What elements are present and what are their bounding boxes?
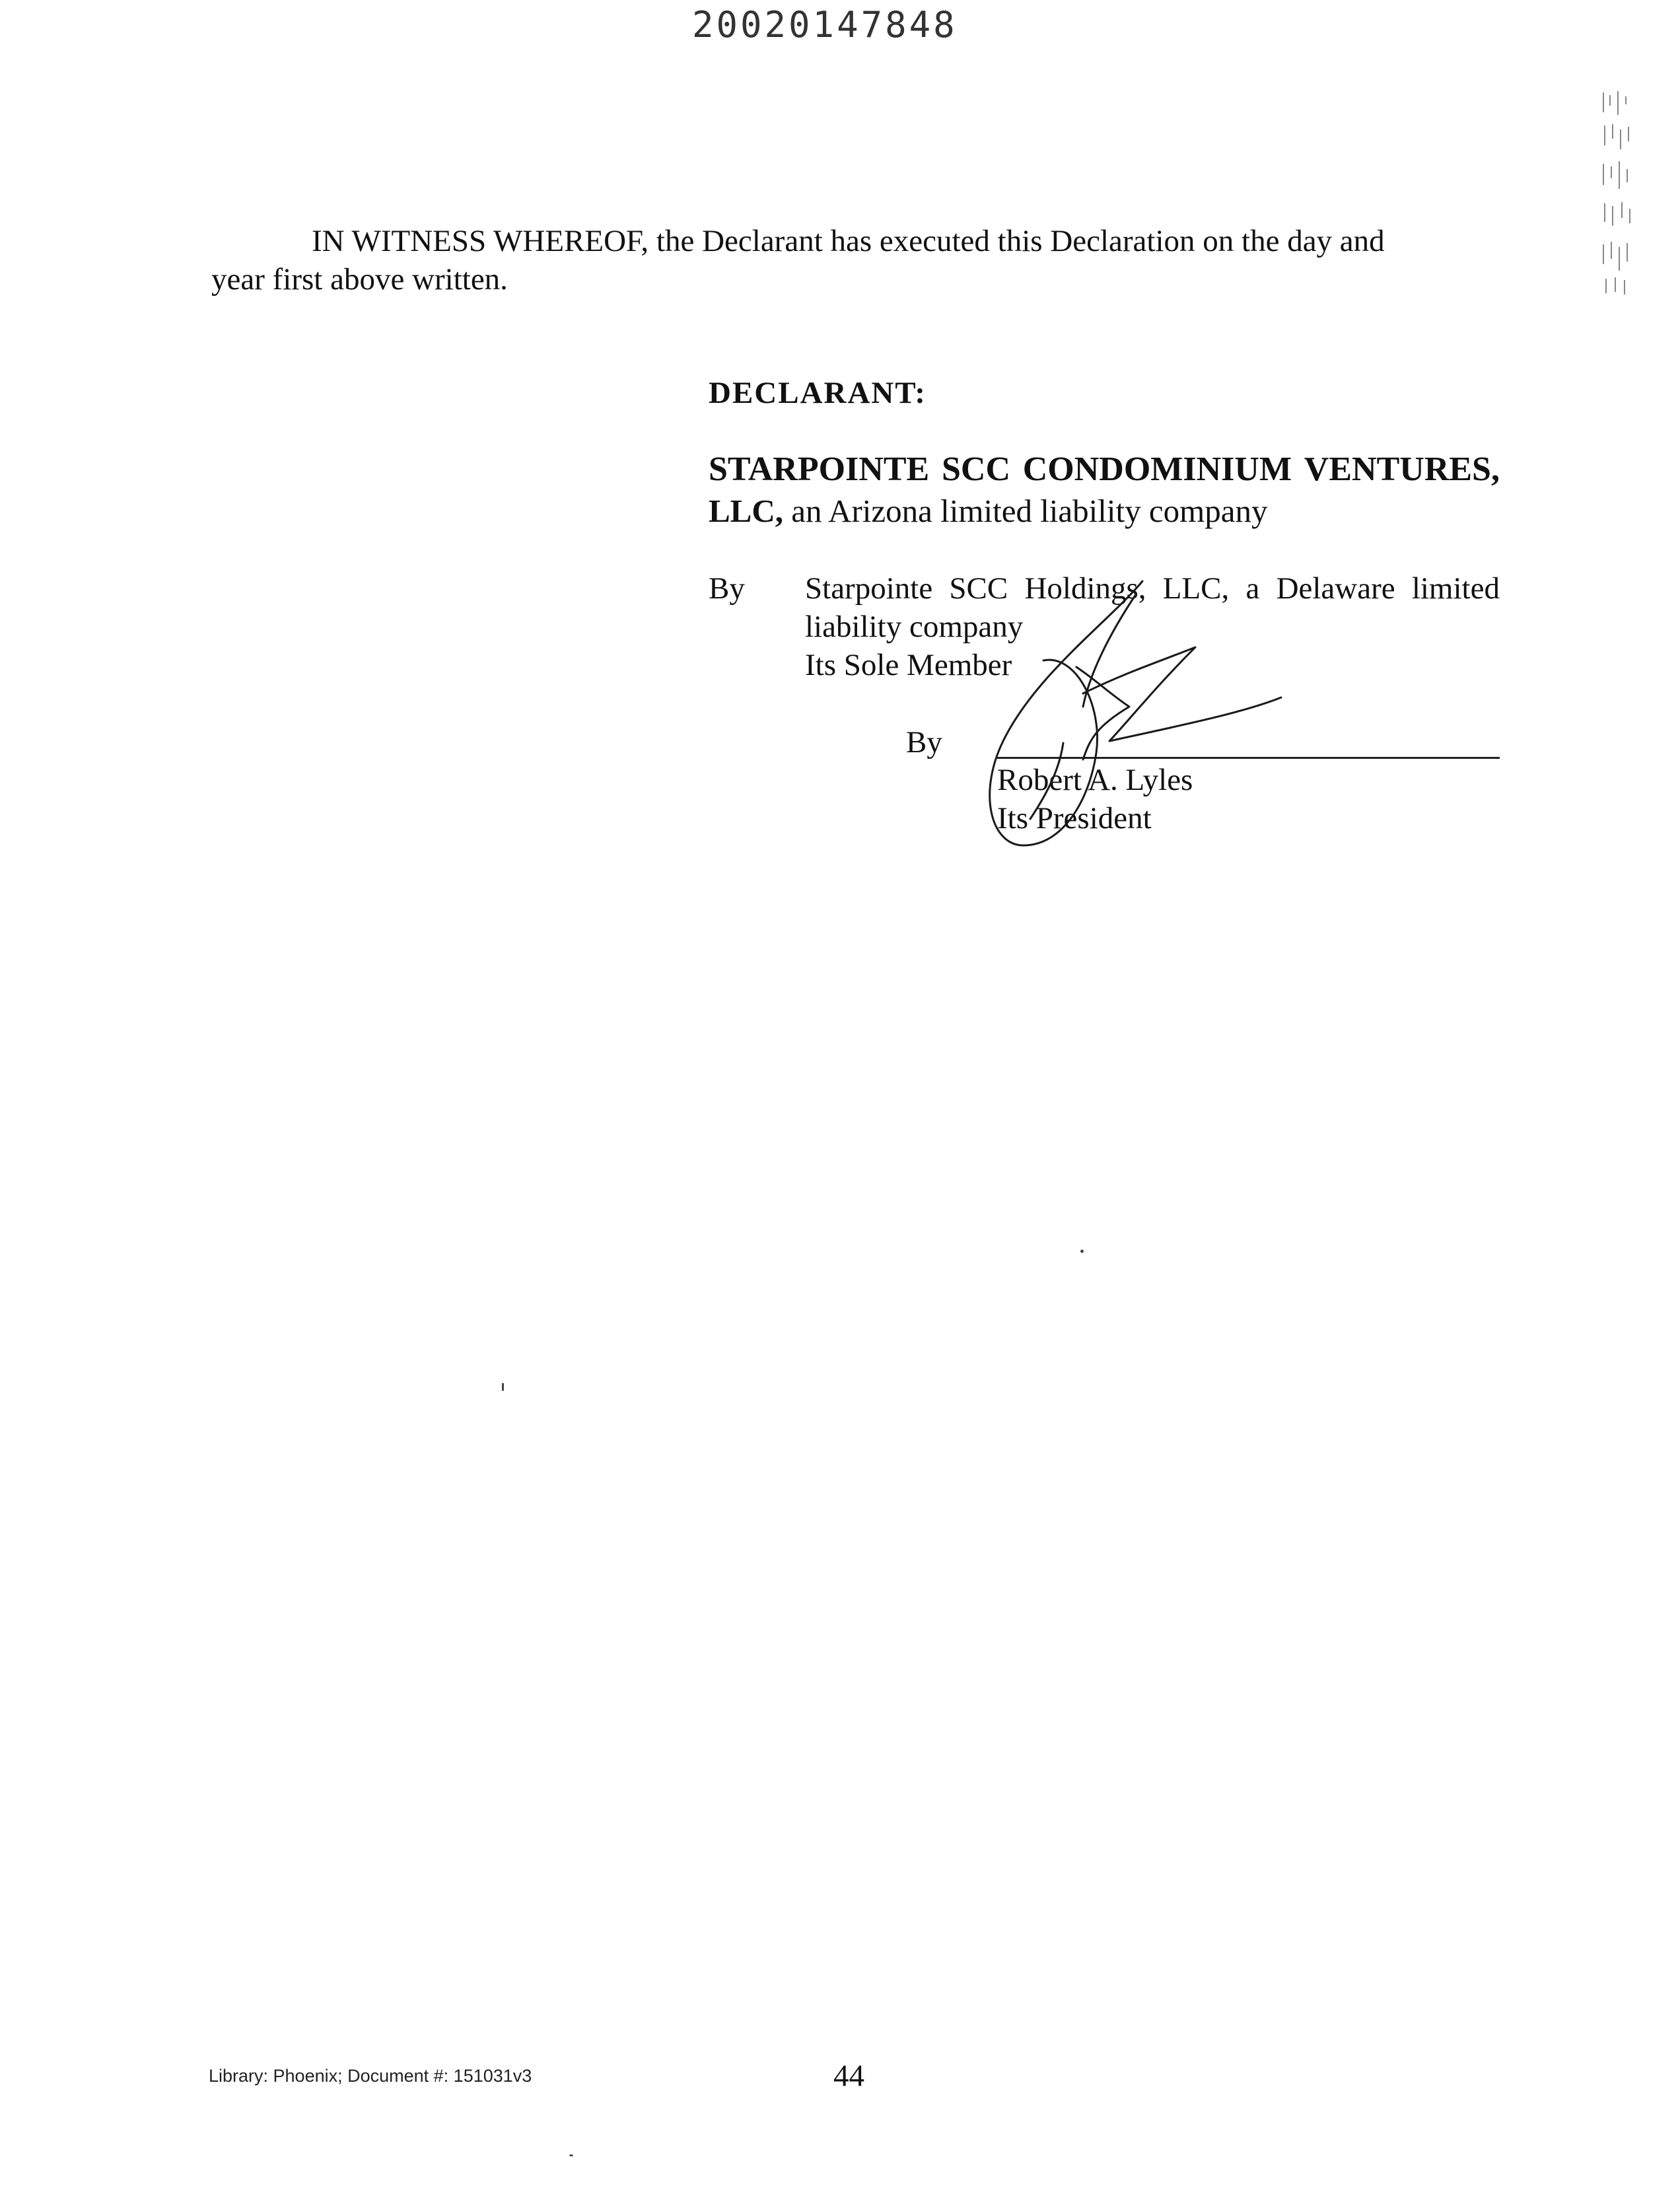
by-label-2: By	[906, 725, 942, 760]
handwritten-signature-icon	[977, 568, 1308, 852]
footer-library-reference: Library: Phoenix; Document #: 151031v3	[209, 2066, 532, 2086]
company-name-line	[709, 450, 1500, 489]
company-name-word: CONDOMINIUM	[1022, 450, 1292, 488]
member-word: Delaware	[1276, 571, 1395, 606]
member-word: limited	[1411, 571, 1500, 606]
company-suffix: LLC,	[709, 493, 784, 529]
company-name-word: STARPOINTE	[709, 450, 930, 488]
signer-title: Its President	[997, 801, 1152, 835]
scan-speck	[569, 2154, 573, 2156]
member-word: Holdings,	[1024, 571, 1146, 606]
witness-clause-line-2: year first above written.	[211, 262, 508, 297]
declarant-heading: DECLARANT:	[709, 376, 927, 410]
recording-number: 20020147848	[692, 4, 958, 46]
witness-clause-line-1: IN WITNESS WHEREOF, the Declarant has executed this Declaration on the day and	[312, 224, 1385, 258]
company-name-word: VENTURES,	[1304, 450, 1500, 488]
signer-name: Robert A. Lyles	[997, 763, 1193, 797]
member-word: LLC,	[1162, 571, 1230, 606]
member-line-2: liability company	[805, 610, 1024, 644]
member-word: a	[1245, 571, 1260, 606]
margin-stamp-icon	[1597, 86, 1636, 297]
page-number: 44	[833, 2059, 864, 2093]
company-description-line	[709, 492, 1267, 530]
scan-speck	[1080, 1250, 1084, 1253]
member-word: SCC	[949, 571, 1008, 606]
member-line-3: Its Sole Member	[805, 648, 1012, 682]
company-description: an Arizona limited liability company	[791, 493, 1268, 529]
scan-speck	[502, 1383, 504, 1391]
by-label: By	[709, 571, 745, 606]
company-name-word: SCC	[941, 450, 1010, 488]
member-word: Starpointe	[805, 571, 933, 606]
